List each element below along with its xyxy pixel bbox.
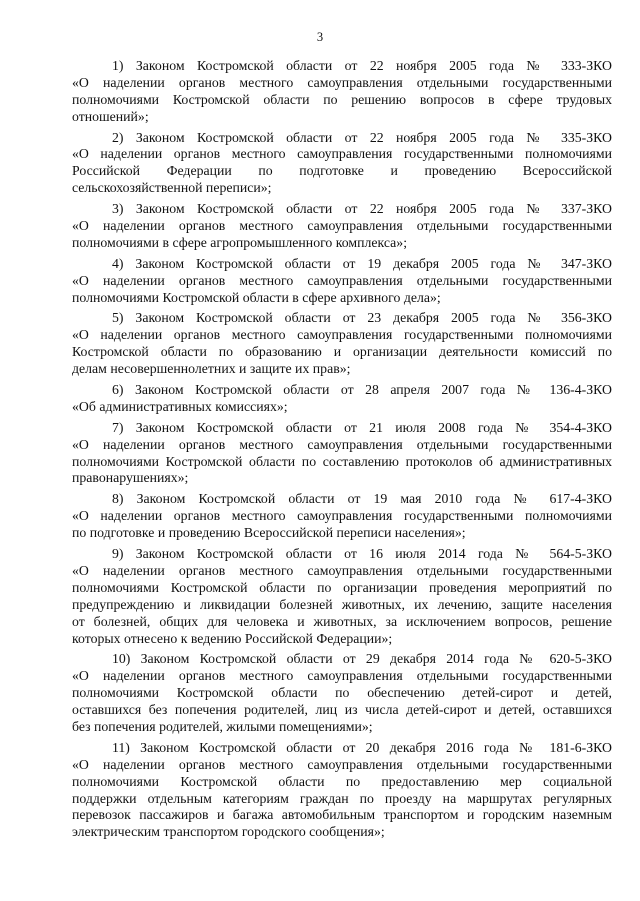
law-item-line: 1) Законом Костромской области от 22 ноября 2005 года № 333-ЗКО (112, 58, 612, 73)
law-item (72, 130, 612, 198)
law-item (72, 201, 612, 252)
law-item-line: по подготовке и проведению Всероссийской переписи населения»; (72, 525, 466, 541)
law-item-line: 6) Законом Костромской области от 28 апреля 2007 года № 136-4-ЗКО (112, 382, 612, 398)
law-item-line: «Об административных комиссиях»; (72, 398, 288, 414)
law-item (72, 491, 612, 542)
law-item-line: 2) Законом Костромской области от 22 ноября 2005 года № 335-ЗКО (112, 129, 612, 145)
law-item-line: сельскохозяйственной переписи»; (72, 180, 272, 196)
law-item-line: «О наделении органов местного самоуправления государственными полномочиями (72, 327, 612, 343)
law-item-line: поддержки отдельным категориям граждан по проезду на маршрутах регулярных (72, 790, 612, 806)
law-item-line: полномочиями Костромской области по обеспечению детей-сирот и детей, (72, 685, 612, 701)
law-item-line: полномочиями Костромской области в сфере архивного дела»; (72, 289, 441, 305)
law-item-line: предупреждению и ликвидации болезней животных, их лечению, защите населения (72, 596, 612, 612)
page-number: 3 (316, 30, 324, 44)
law-item-line: 3) Законом Костромской области от 22 ноября 2005 года № 337-ЗКО (112, 201, 612, 217)
law-item-line: Костромской области по образованию и организации деятельности комиссий по (72, 344, 612, 360)
law-item-line: полномочиями Костромской области по организации проведения мероприятий по (72, 579, 612, 595)
law-item-line: полномочиями в сфере агропромышленного комплекса»; (72, 234, 408, 250)
law-item-line: отношений»; (72, 108, 149, 124)
law-item (72, 420, 612, 488)
law-item-line: «О наделении органов местного самоуправления отдельными государственными (72, 272, 612, 288)
law-item-line: без попечения родителей, жилыми помещениями»; (72, 718, 373, 734)
law-item-line: «О наделении органов местного самоуправления отдельными государственными (72, 218, 612, 234)
law-item (72, 740, 612, 841)
law-item-line: которых отнесено к ведению Российской Федерации»; (72, 630, 393, 646)
law-item-line: 8) Законом Костромской области от 19 мая 2010 года № 617-4-ЗКО (112, 491, 612, 507)
law-item-line: перевозок пассажиров и багажа автомобильным транспортом и городским наземным (72, 807, 612, 823)
law-item-line: «О наделении органов местного самоуправления государственными полномочиями (72, 508, 612, 524)
law-item-line: правонарушениях»; (72, 470, 189, 486)
law-item-line: 10) Законом Костромской области от 29 декабря 2014 года № 620-5-ЗКО (112, 651, 612, 667)
law-item-line: 9) Законом Костромской области от 16 июля 2014 года № 564-5-ЗКО (112, 546, 612, 562)
law-item (72, 310, 612, 378)
law-item-line: 5) Законом Костромской области от 23 декабря 2005 года № 356-ЗКО (112, 310, 612, 326)
law-item-line: полномочиями Костромской области по составлению протоколов об административных (72, 453, 612, 469)
document-body (72, 58, 612, 845)
law-item-line: 11) Законом Костромской области от 20 декабря 2016 года № 181-6-ЗКО (112, 739, 612, 755)
law-item-line: «О наделении органов местного самоуправления отдельными государственными (72, 562, 612, 578)
law-item-line: «О наделении органов местного самоуправления отдельными государственными (72, 74, 612, 90)
law-item-line: «О наделении органов местного самоуправления отдельными государственными (72, 436, 612, 452)
law-item-line: «О наделении органов местного самоуправления отдельными государственными (72, 668, 612, 684)
law-item-line: делам несовершеннолетних и защите их прав»; (72, 361, 351, 377)
law-item-line: от болезней, общих для человека и животных, за исключением вопросов, решение (72, 613, 612, 629)
law-item (72, 256, 612, 307)
law-item-line: 7) Законом Костромской области от 21 июля 2008 года № 354-4-ЗКО (112, 419, 612, 435)
law-item (72, 382, 612, 416)
law-item-line: «О наделении органов местного самоуправления отдельными государственными (72, 756, 612, 772)
law-item-line: 4) Законом Костромской области от 19 декабря 2005 года № 347-ЗКО (112, 255, 612, 271)
law-item-line: электрическим транспортом городского сообщения»; (72, 824, 385, 840)
law-item (72, 58, 612, 126)
law-item (72, 651, 612, 735)
law-item-line: Российской Федерации по подготовке и проведению Всероссийской (72, 163, 612, 179)
law-item-line: полномочиями Костромской области по решению вопросов в сфере трудовых (72, 91, 612, 107)
law-item (72, 546, 612, 647)
law-item-line: полномочиями Костромской области по предоставлению мер социальной (72, 773, 612, 789)
law-item-line: оставшихся без попечения родителей, лиц из числа детей-сирот и детей, оставшихся (72, 702, 612, 718)
law-item-line: «О наделении органов местного самоуправления государственными полномочиями (72, 146, 612, 162)
